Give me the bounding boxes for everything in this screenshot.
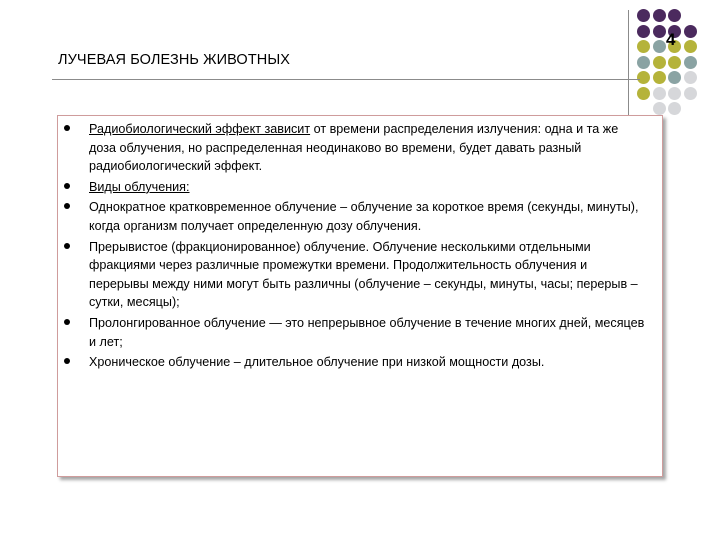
decorative-dot xyxy=(653,56,666,69)
decorative-dot xyxy=(653,102,666,115)
decorative-dot xyxy=(653,9,666,22)
bullet-dot-icon xyxy=(64,203,70,209)
decorative-dot xyxy=(668,87,681,100)
header-vertical-line xyxy=(628,10,629,118)
decorative-dot xyxy=(653,40,666,53)
bullet-body-text: от времени распределения излучения: одна и та же доза облучения, но распределенная неодинаково во времени, будет давать разный радиобиологический эффект. xyxy=(89,122,619,174)
decorative-dot-grid xyxy=(637,9,717,121)
decorative-dot xyxy=(637,25,650,38)
bullet-item xyxy=(58,314,662,351)
bullet-item xyxy=(58,178,662,197)
bullet-item xyxy=(58,198,662,235)
decorative-dot xyxy=(637,9,650,22)
decorative-dot xyxy=(653,71,666,84)
bullet-item xyxy=(58,238,662,312)
bullet-dot-icon xyxy=(64,319,70,325)
bullet-underlined-text: Виды облучения: xyxy=(89,179,190,194)
bullet-underlined-text: Радиобиологический эффект зависит xyxy=(89,122,311,136)
bullet-body-text: Хроническое облучение – длительное облучение при низкой мощности дозы. xyxy=(89,355,545,370)
decorative-dot xyxy=(653,87,666,100)
slide-title: ЛУЧЕВАЯ БОЛЕЗНЬ ЖИВОТНЫХ xyxy=(58,52,291,68)
bullet-body-text: Прерывистое (фракционированное) облучение. Облучение несколькими отдельными фракциями через различные промежутки времени. Продолжительность облучения и перерывы между ними могут быть различны (облучение – секунды, минуты, часы; перерыв – сутки, месяцы); xyxy=(89,239,638,310)
decorative-dot xyxy=(684,87,697,100)
bullet-list xyxy=(58,120,662,374)
decorative-dot xyxy=(668,56,681,69)
bullet-text xyxy=(89,316,644,349)
decorative-dot xyxy=(637,56,650,69)
decorative-dot xyxy=(668,71,681,84)
bullet-text xyxy=(89,240,638,310)
bullet-dot-icon xyxy=(64,243,70,249)
bullet-dot-icon xyxy=(64,183,70,189)
decorative-dot xyxy=(637,71,650,84)
slide-number: 4 xyxy=(666,30,676,49)
bullet-item xyxy=(58,353,662,372)
decorative-dot xyxy=(684,25,697,38)
bullet-text xyxy=(89,122,618,173)
bullet-body-text: Пролонгированное облучение — это непрерывное облучение в течение многих дней, месяцев и лет; xyxy=(89,315,645,349)
decorative-dot xyxy=(684,56,697,69)
bullet-item xyxy=(58,120,662,176)
bullet-dot-icon xyxy=(64,125,70,131)
decorative-dot xyxy=(653,25,666,38)
decorative-dot xyxy=(637,87,650,100)
bullet-text xyxy=(89,180,190,194)
decorative-dot xyxy=(668,9,681,22)
bullet-text xyxy=(89,355,544,369)
content-box xyxy=(57,115,663,477)
decorative-dot xyxy=(684,40,697,53)
decorative-dot xyxy=(668,102,681,115)
decorative-dot xyxy=(637,40,650,53)
bullet-text xyxy=(89,200,638,233)
header-horizontal-line xyxy=(52,79,640,80)
decorative-dot xyxy=(684,71,697,84)
bullet-dot-icon xyxy=(64,358,70,364)
bullet-body-text: Однократное кратковременное облучение – облучение за короткое время (секунды, минуты), когда организм получает определенную дозу облучения. xyxy=(89,200,639,233)
